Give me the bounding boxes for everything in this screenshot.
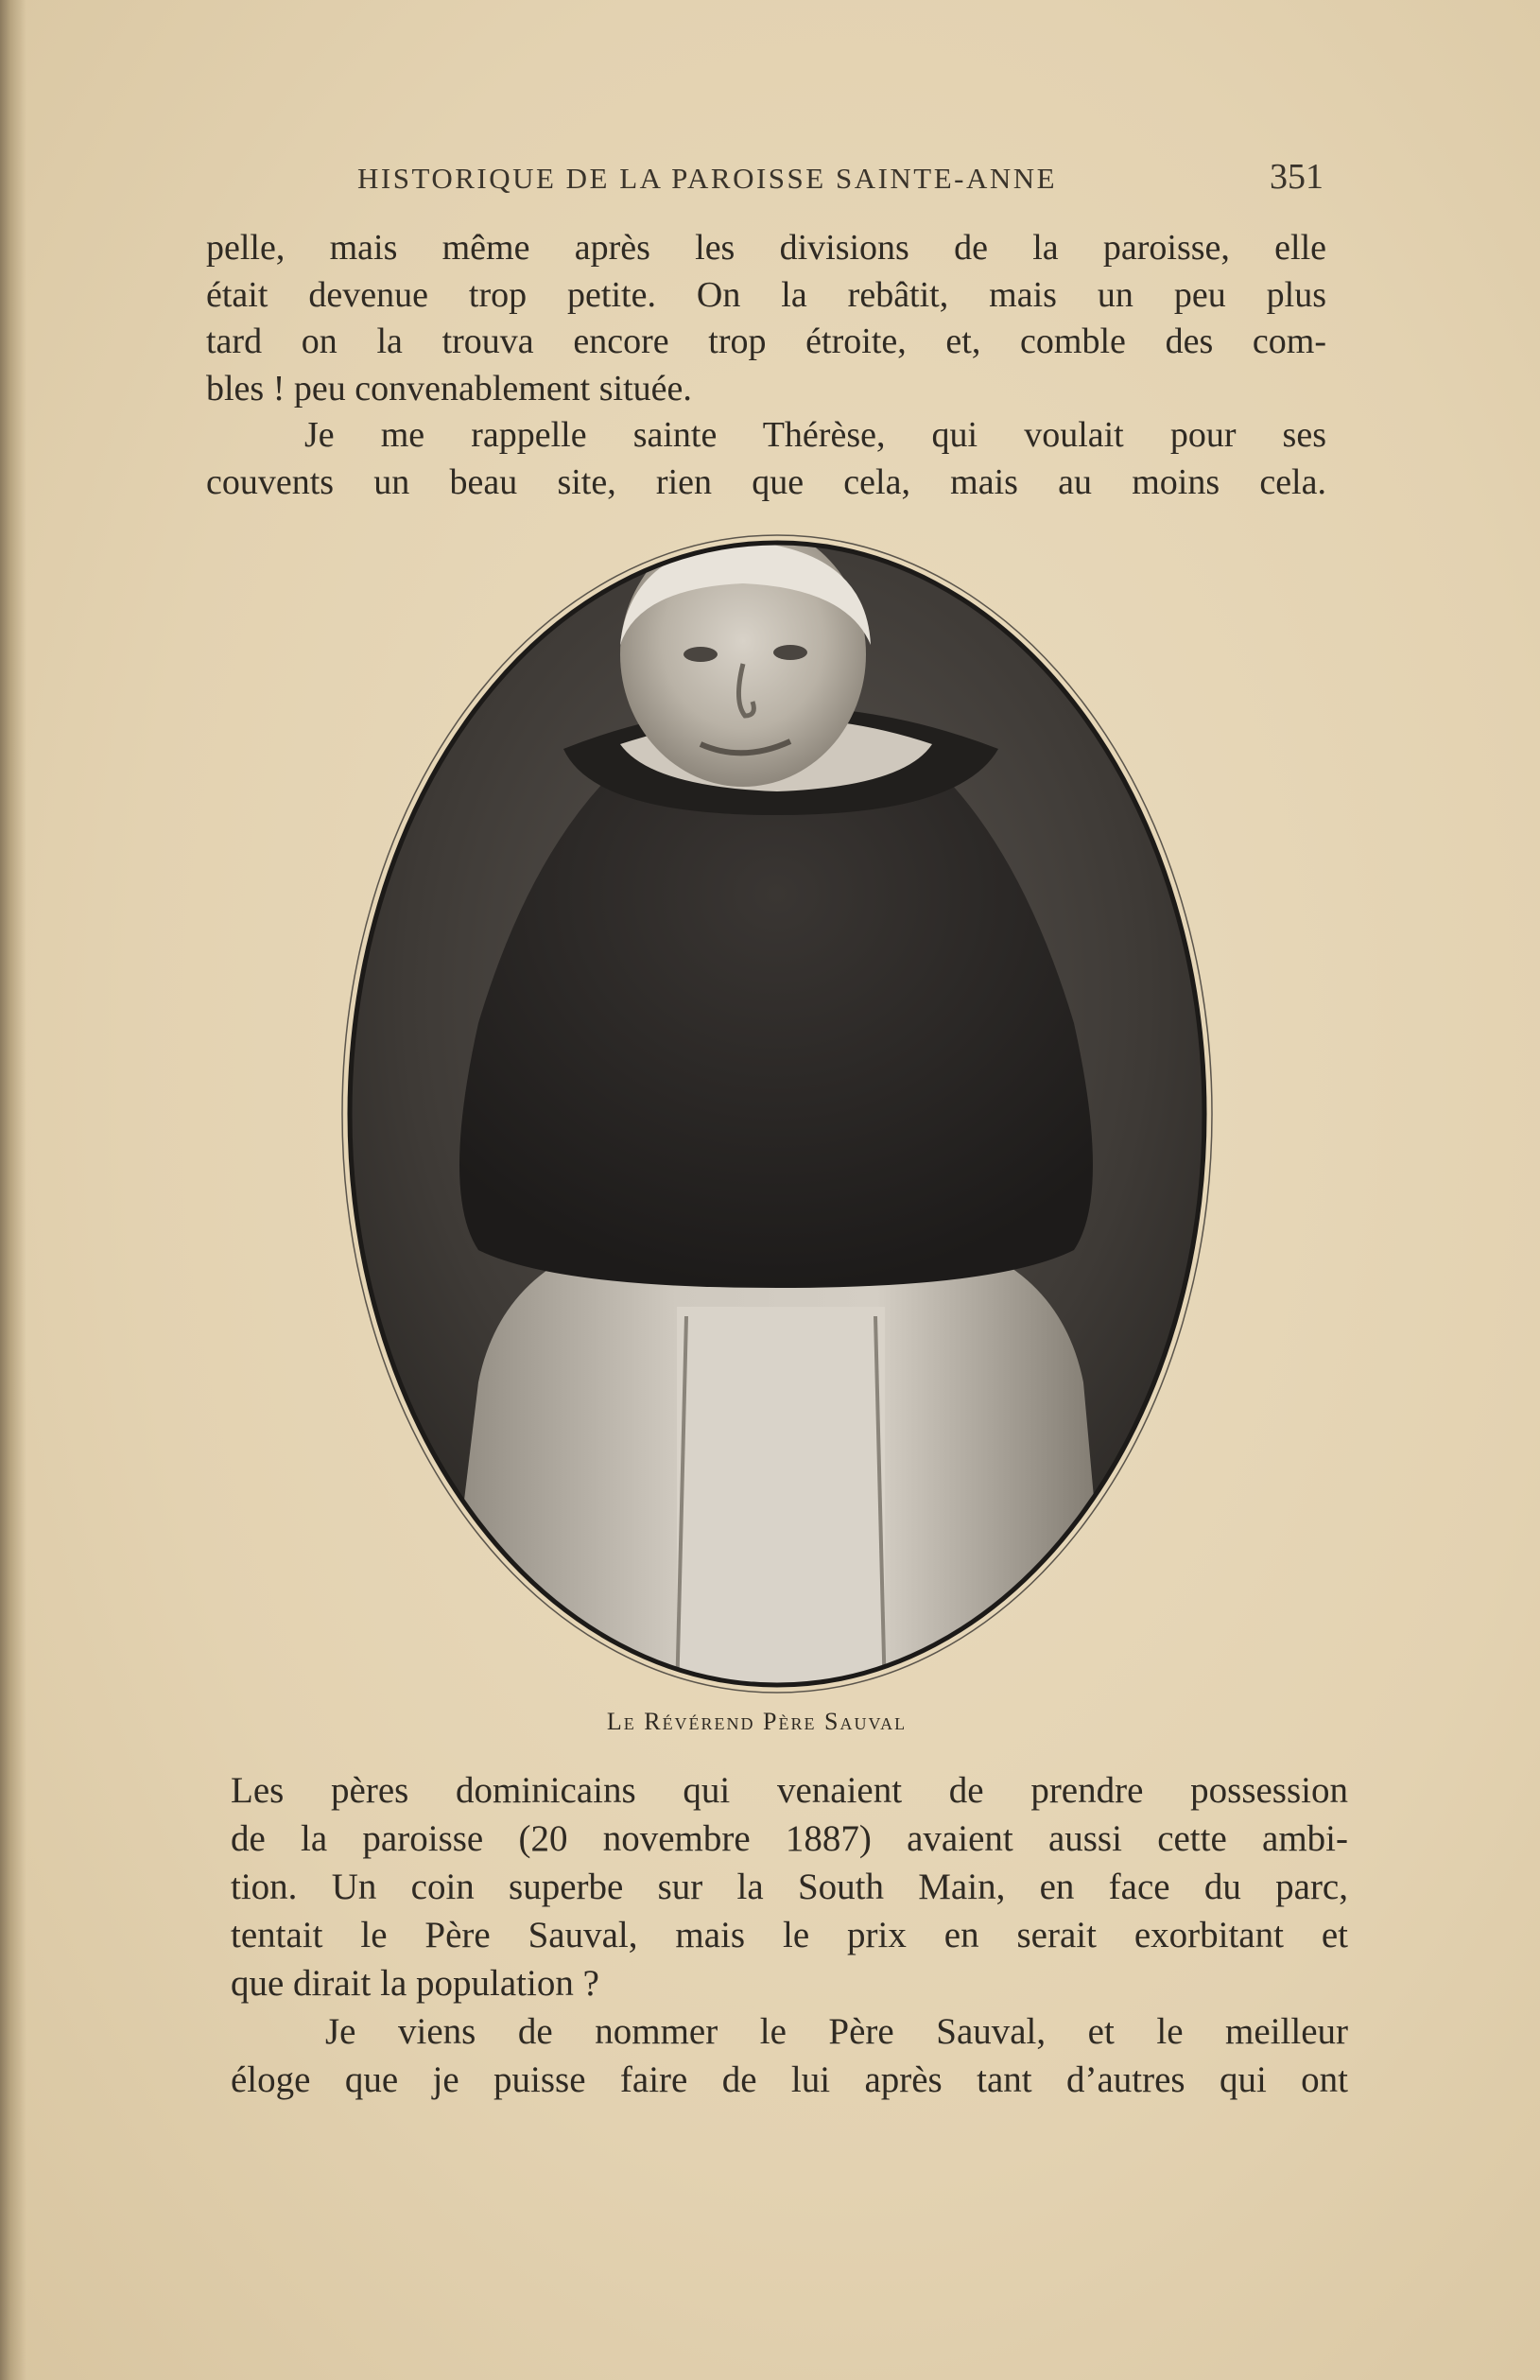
text-line: tentait le Père Sauval, mais le prix en serait exorbitant et: [231, 1915, 1348, 1955]
text-line: Les pères dominicains qui venaient de prendre possession: [231, 1770, 1348, 1811]
text-line: Je me rappelle sainte Thérèse, qui voulait pour ses: [304, 415, 1326, 455]
running-title: HISTORIQUE DE LA PAROISSE SAINTE-ANNE: [357, 162, 1058, 195]
text-line: était devenue trop petite. On la rebâtit, mais un peu plus: [206, 274, 1326, 315]
caption-text: Le Révérend Père Sauval: [606, 1708, 908, 1735]
page-number: 351: [1270, 157, 1324, 197]
bottom-paragraphs: [231, 1766, 1348, 2104]
page-gutter-shadow: [0, 0, 26, 2380]
top-paragraphs: [206, 225, 1326, 506]
oval-portrait-icon: [337, 531, 1218, 1696]
text-line: tard on la trouva encore trop étroite, et, comble des com-: [206, 321, 1326, 361]
page-header: [357, 156, 1324, 203]
text-line: que dirait la population ?: [231, 1963, 599, 2004]
photo-caption: [0, 1708, 1540, 1736]
text-line: pelle, mais même après les divisions de la paroisse, elle: [206, 228, 1326, 268]
text-line: éloge que je puisse faire de lui après tant d’autres qui ont: [231, 2059, 1348, 2100]
text-line: couvents un beau site, rien que cela, mais au moins cela.: [206, 461, 1326, 502]
text-line: bles ! peu convenablement située.: [206, 368, 692, 408]
text-line: de la paroisse (20 novembre 1887) avaient aussi cette ambi-: [231, 1818, 1348, 1859]
text-line: Je viens de nommer le Père Sauval, et le meilleur: [325, 2011, 1348, 2052]
text-line: tion. Un coin superbe sur la South Main, en face du parc,: [231, 1867, 1348, 1907]
portrait-photograph: [337, 531, 1218, 1696]
